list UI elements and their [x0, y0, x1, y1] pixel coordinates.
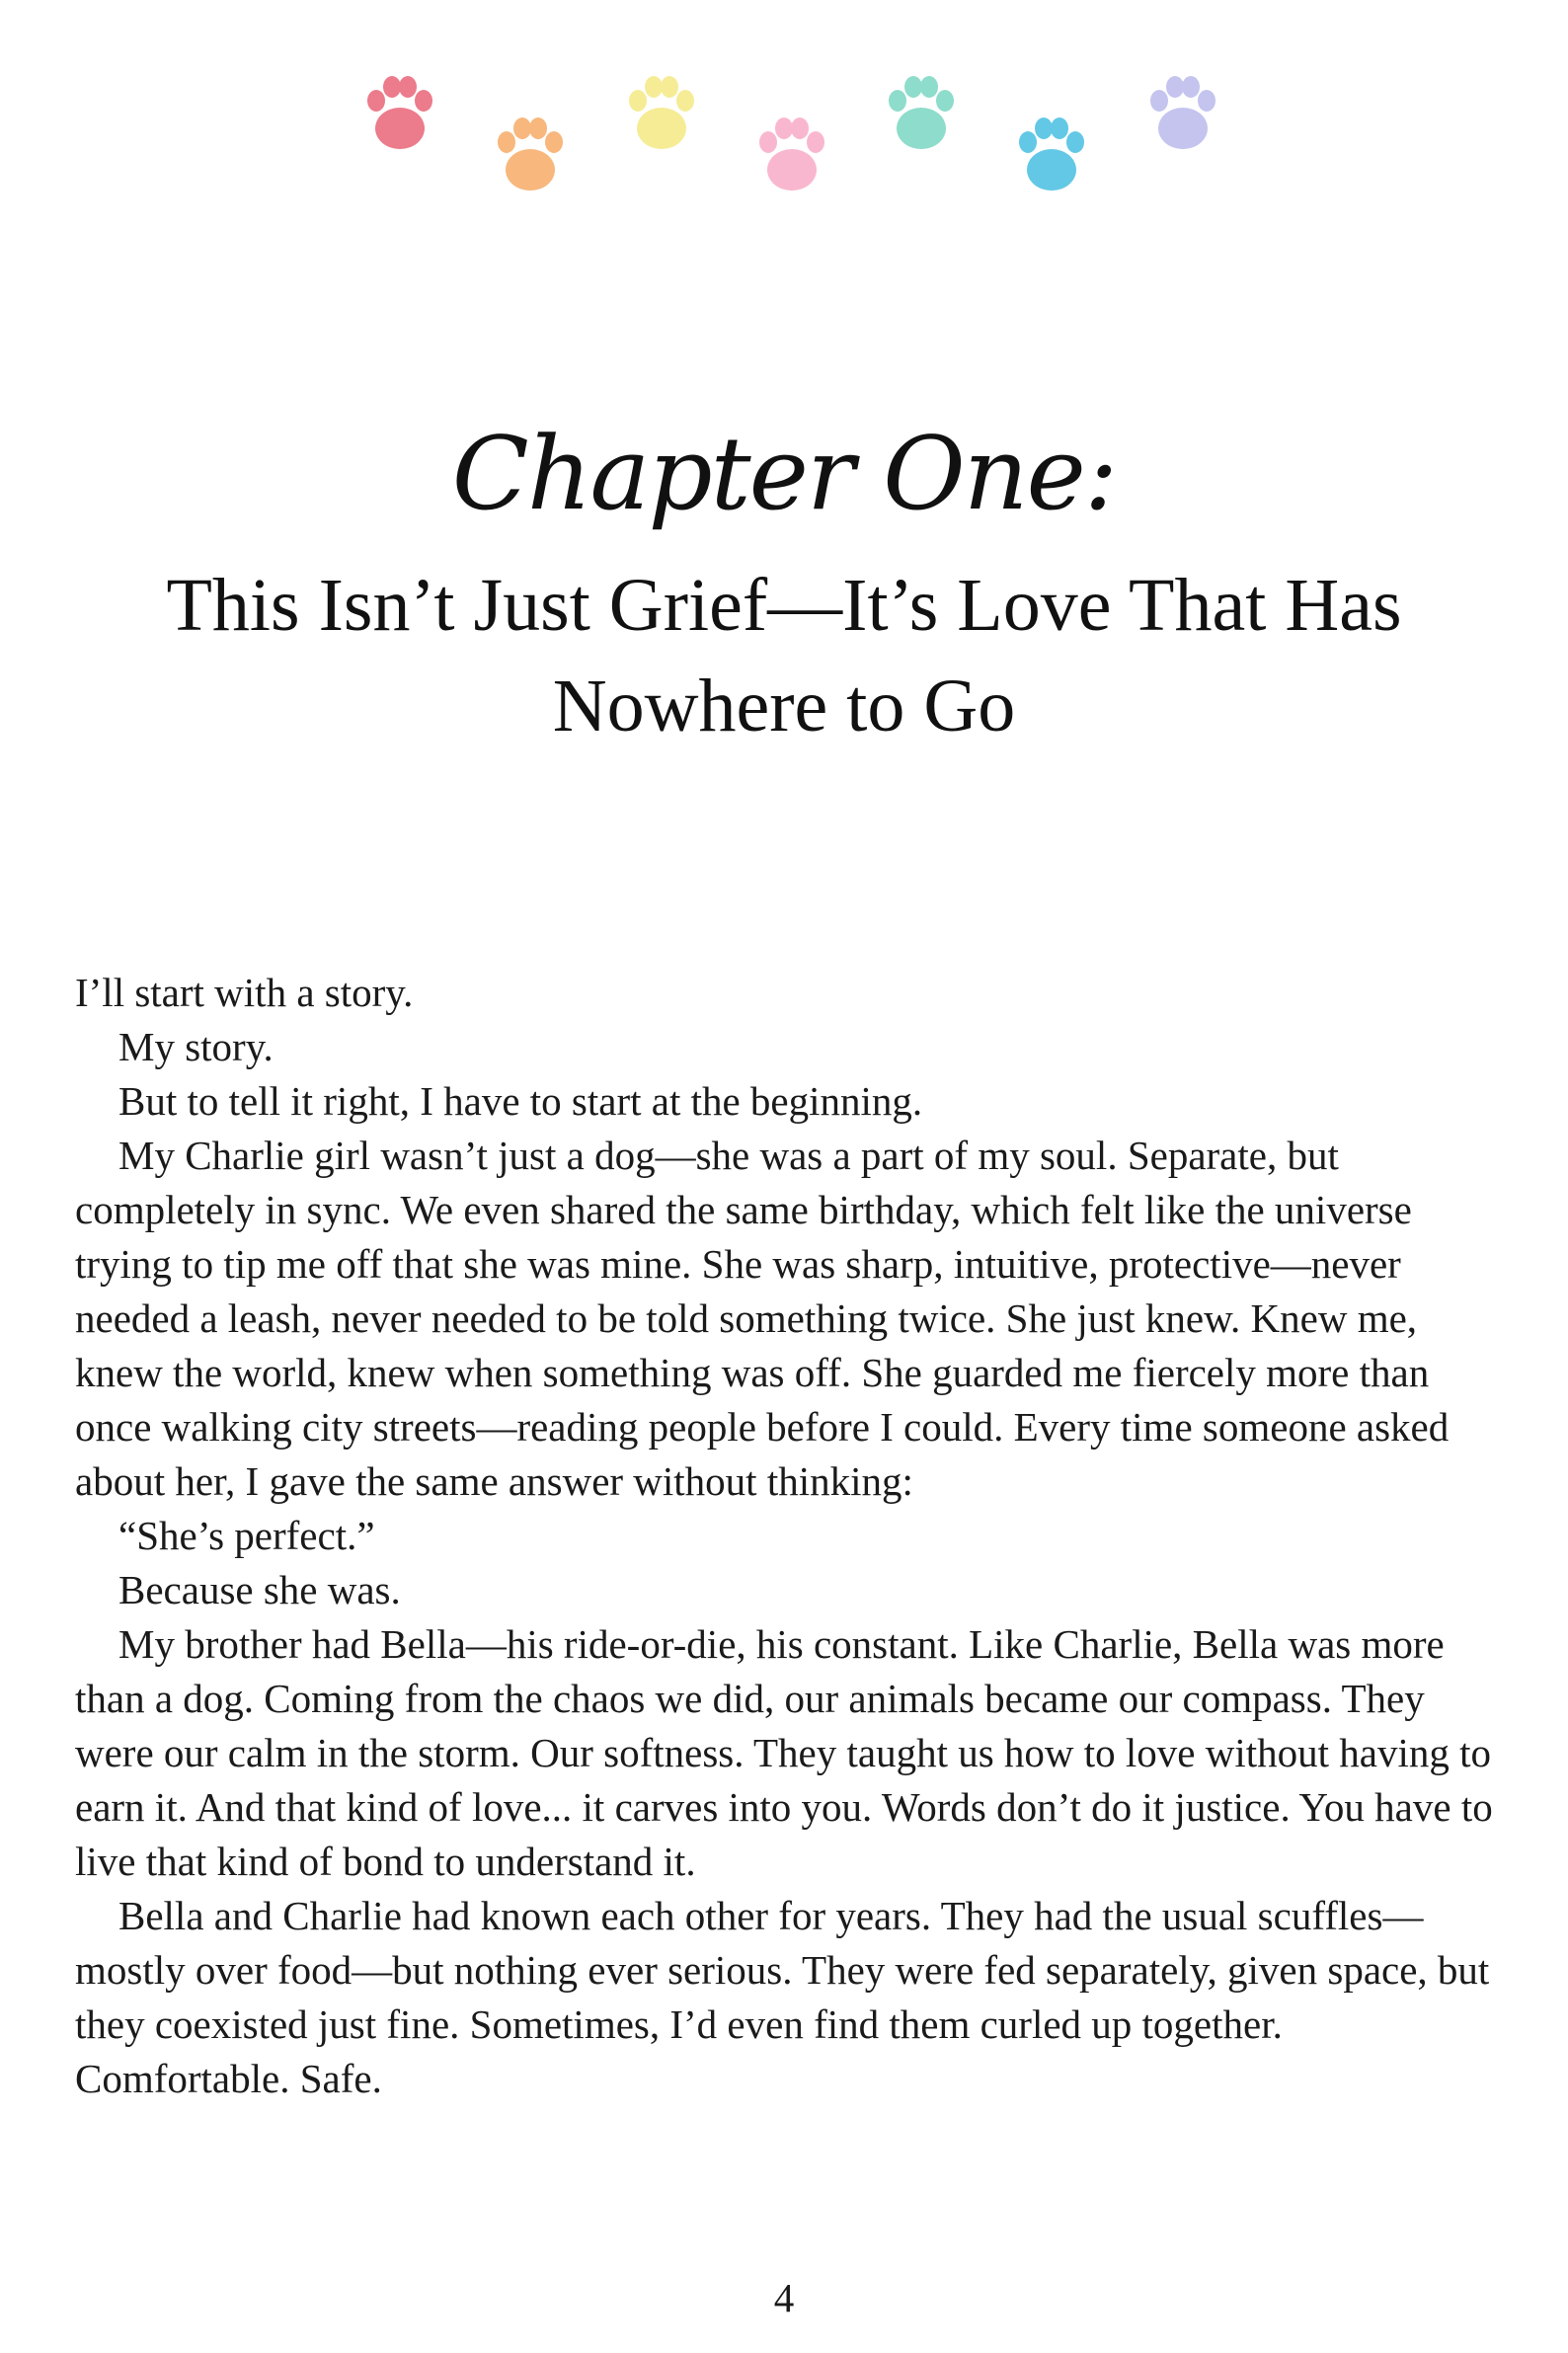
paragraph: “She’s perfect.”: [118, 1513, 375, 1558]
chapter-title: [99, 555, 1469, 756]
paragraph: My brother had Bella—his ride-or-die, his constant. Like Charlie, Bella was more than a dog. Coming from the chaos we did, our animals became our compass. They were our calm in the storm. Our softness. They taught us how to love without having to earn it. And that kind of love... it carves into you. Words don’t do it justice. You have to live that kind of bond to understand it.: [75, 1621, 1493, 1884]
paw-print-decoration: [0, 39, 1568, 217]
page-number: 4: [773, 2275, 795, 2320]
chapter-label: Chapter One:: [451, 416, 1117, 533]
paragraph: I’ll start with a story.: [75, 970, 414, 1015]
paw-print-orange-icon: [481, 101, 580, 199]
paw-print-blue-icon: [1002, 101, 1101, 199]
paw-print-mint-icon: [872, 59, 971, 158]
chapter-title-line-2: Nowhere to Go: [552, 665, 1016, 747]
paragraph: My Charlie girl wasn’t just a dog—she was a part of my soul. Separate, but completely in sync. We even shared the same birthday, which felt like the universe trying to tip me off that she was mine. She was sharp, intuitive, protective—never needed a leash, never needed to be told something twice. She just knew. Knew me, knew the world, knew when something was off. She guarded me fiercely more than once walking city streets—reading people before I could. Every time someone asked about her, I gave the same answer without thinking:: [75, 1133, 1450, 1504]
paragraph: Because she was.: [118, 1567, 401, 1612]
paw-print-yellow-icon: [612, 59, 711, 158]
paw-print-pink-icon: [743, 101, 841, 199]
body-text: [75, 966, 1497, 2106]
paw-print-red-icon: [351, 59, 449, 158]
paragraph: My story.: [118, 1024, 274, 1069]
paragraph: Bella and Charlie had known each other for years. They had the usual scuffles—mostly over food—but nothing ever serious. They were fed separately, given space, but they coexisted just fine. Sometimes, I’d even find them curled up together. Comfortable. Safe.: [75, 1893, 1490, 2101]
chapter-title-line-1: This Isn’t Just Grief—It’s Love That Has: [166, 564, 1402, 647]
paragraph: But to tell it right, I have to start at the beginning.: [118, 1078, 923, 1124]
paw-print-lavender-icon: [1134, 59, 1232, 158]
